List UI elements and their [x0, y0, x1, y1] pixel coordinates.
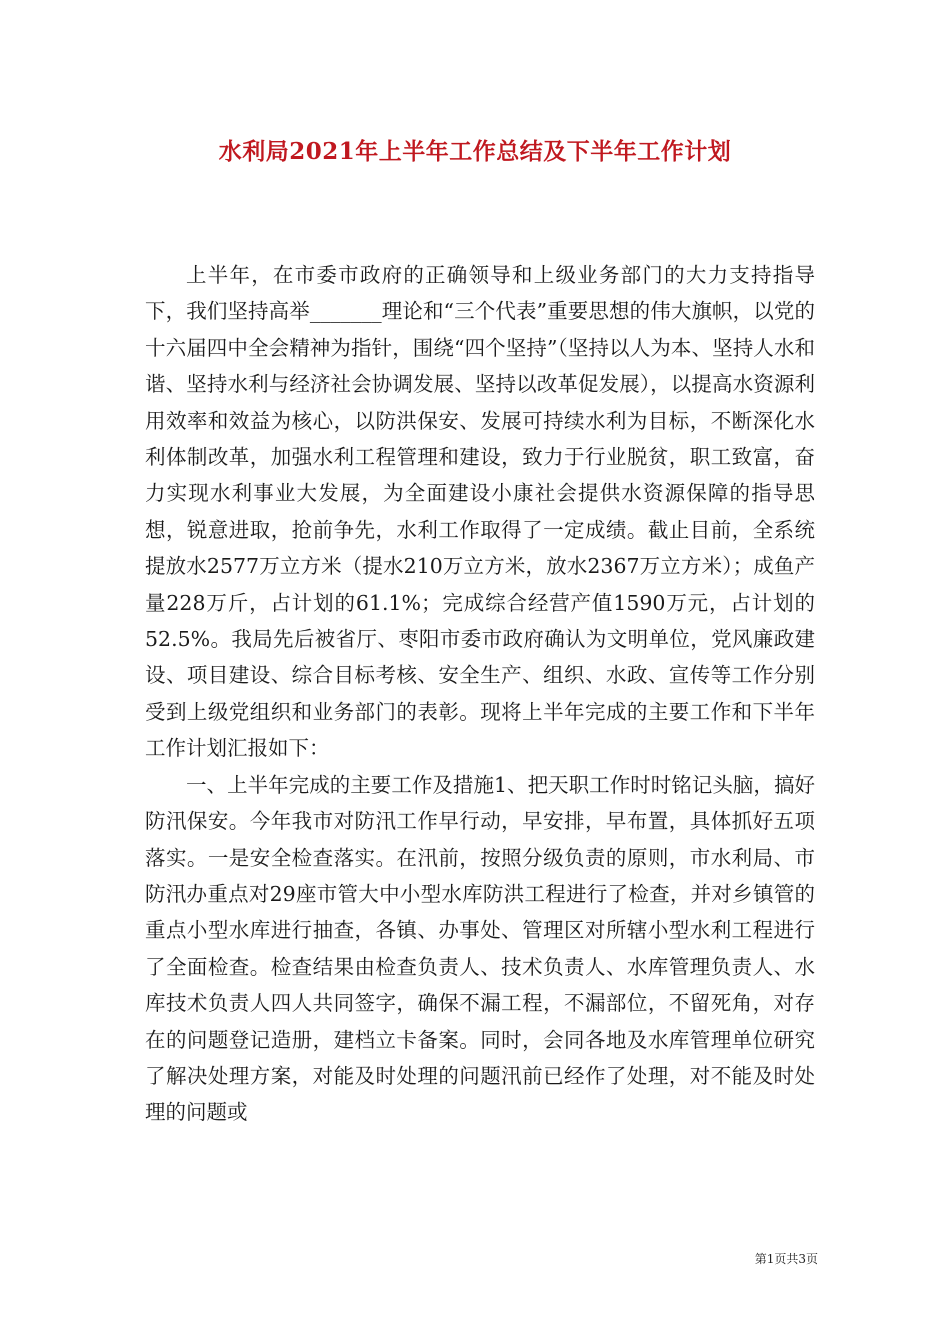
document-body	[145, 257, 815, 1131]
document-title: 水利局2021年上半年工作总结及下半年工作计划	[218, 138, 732, 165]
paragraph-intro: 上半年，在市委市政府的正确领导和上级业务部门的大力支持指导下，我们坚持高举_______理论和“三个代表”重要思想的伟大旗帜，以党的十六届四中全会精神为指针，围绕“四个坚持”（坚持以人为本、坚持人水和谐、坚持水利与经济社会协调发展、坚持以改革促发展），以提高水资源利用效率和效益为核心，以防洪保安、发展可持续水利为目标，不断深化水利体制改革，加强水利工程管理和建设，致力于行业脱贫，职工致富，奋力实现水利事业大发展，为全面建设小康社会提供水资源保障的指导思想，锐意进取，抢前争先，水利工作取得了一定成绩。截止目前，全系统提放水2577万立方米（提水210万立方米，放水2367万立方米）；成鱼产量228万斤，占计划的61.1%；完成综合经营产值1590万元，占计划的52.5%。我局先后被省厅、枣阳市委市政府确认为文明单位，党风廉政建设、项目建设、综合目标考核、安全生产、组织、水政、宣传等工作分别受到上级党组织和业务部门的表彰。现将上半年完成的主要工作和下半年工作计划汇报如下：	[145, 263, 815, 761]
paragraph-section-one: 一、上半年完成的主要工作及措施1、把天职工作时时铭记头脑，搞好防汛保安。今年我市对防汛工作早行动，早安排，早布置，具体抓好五项落实。一是安全检查落实。在汛前，按照分级负责的原则，市水利局、市防汛办重点对29座市管大中小型水库防洪工程进行了检查，并对乡镇管的重点小型水库进行抽查，各镇、办事处、管理区对所辖小型水利工程进行了全面检查。检查结果由检查负责人、技术负责人、水库管理负责人、水库技术负责人四人共同签字，确保不漏工程，不漏部位，不留死角，对存在的问题登记造册，建档立卡备案。同时，会同各地及水库管理单位研究了解决处理方案，对能及时处理的问题汛前已经作了处理，对不能及时处理的问题或	[145, 772, 815, 1125]
page-number: 第1页共3页	[754, 1252, 818, 1266]
